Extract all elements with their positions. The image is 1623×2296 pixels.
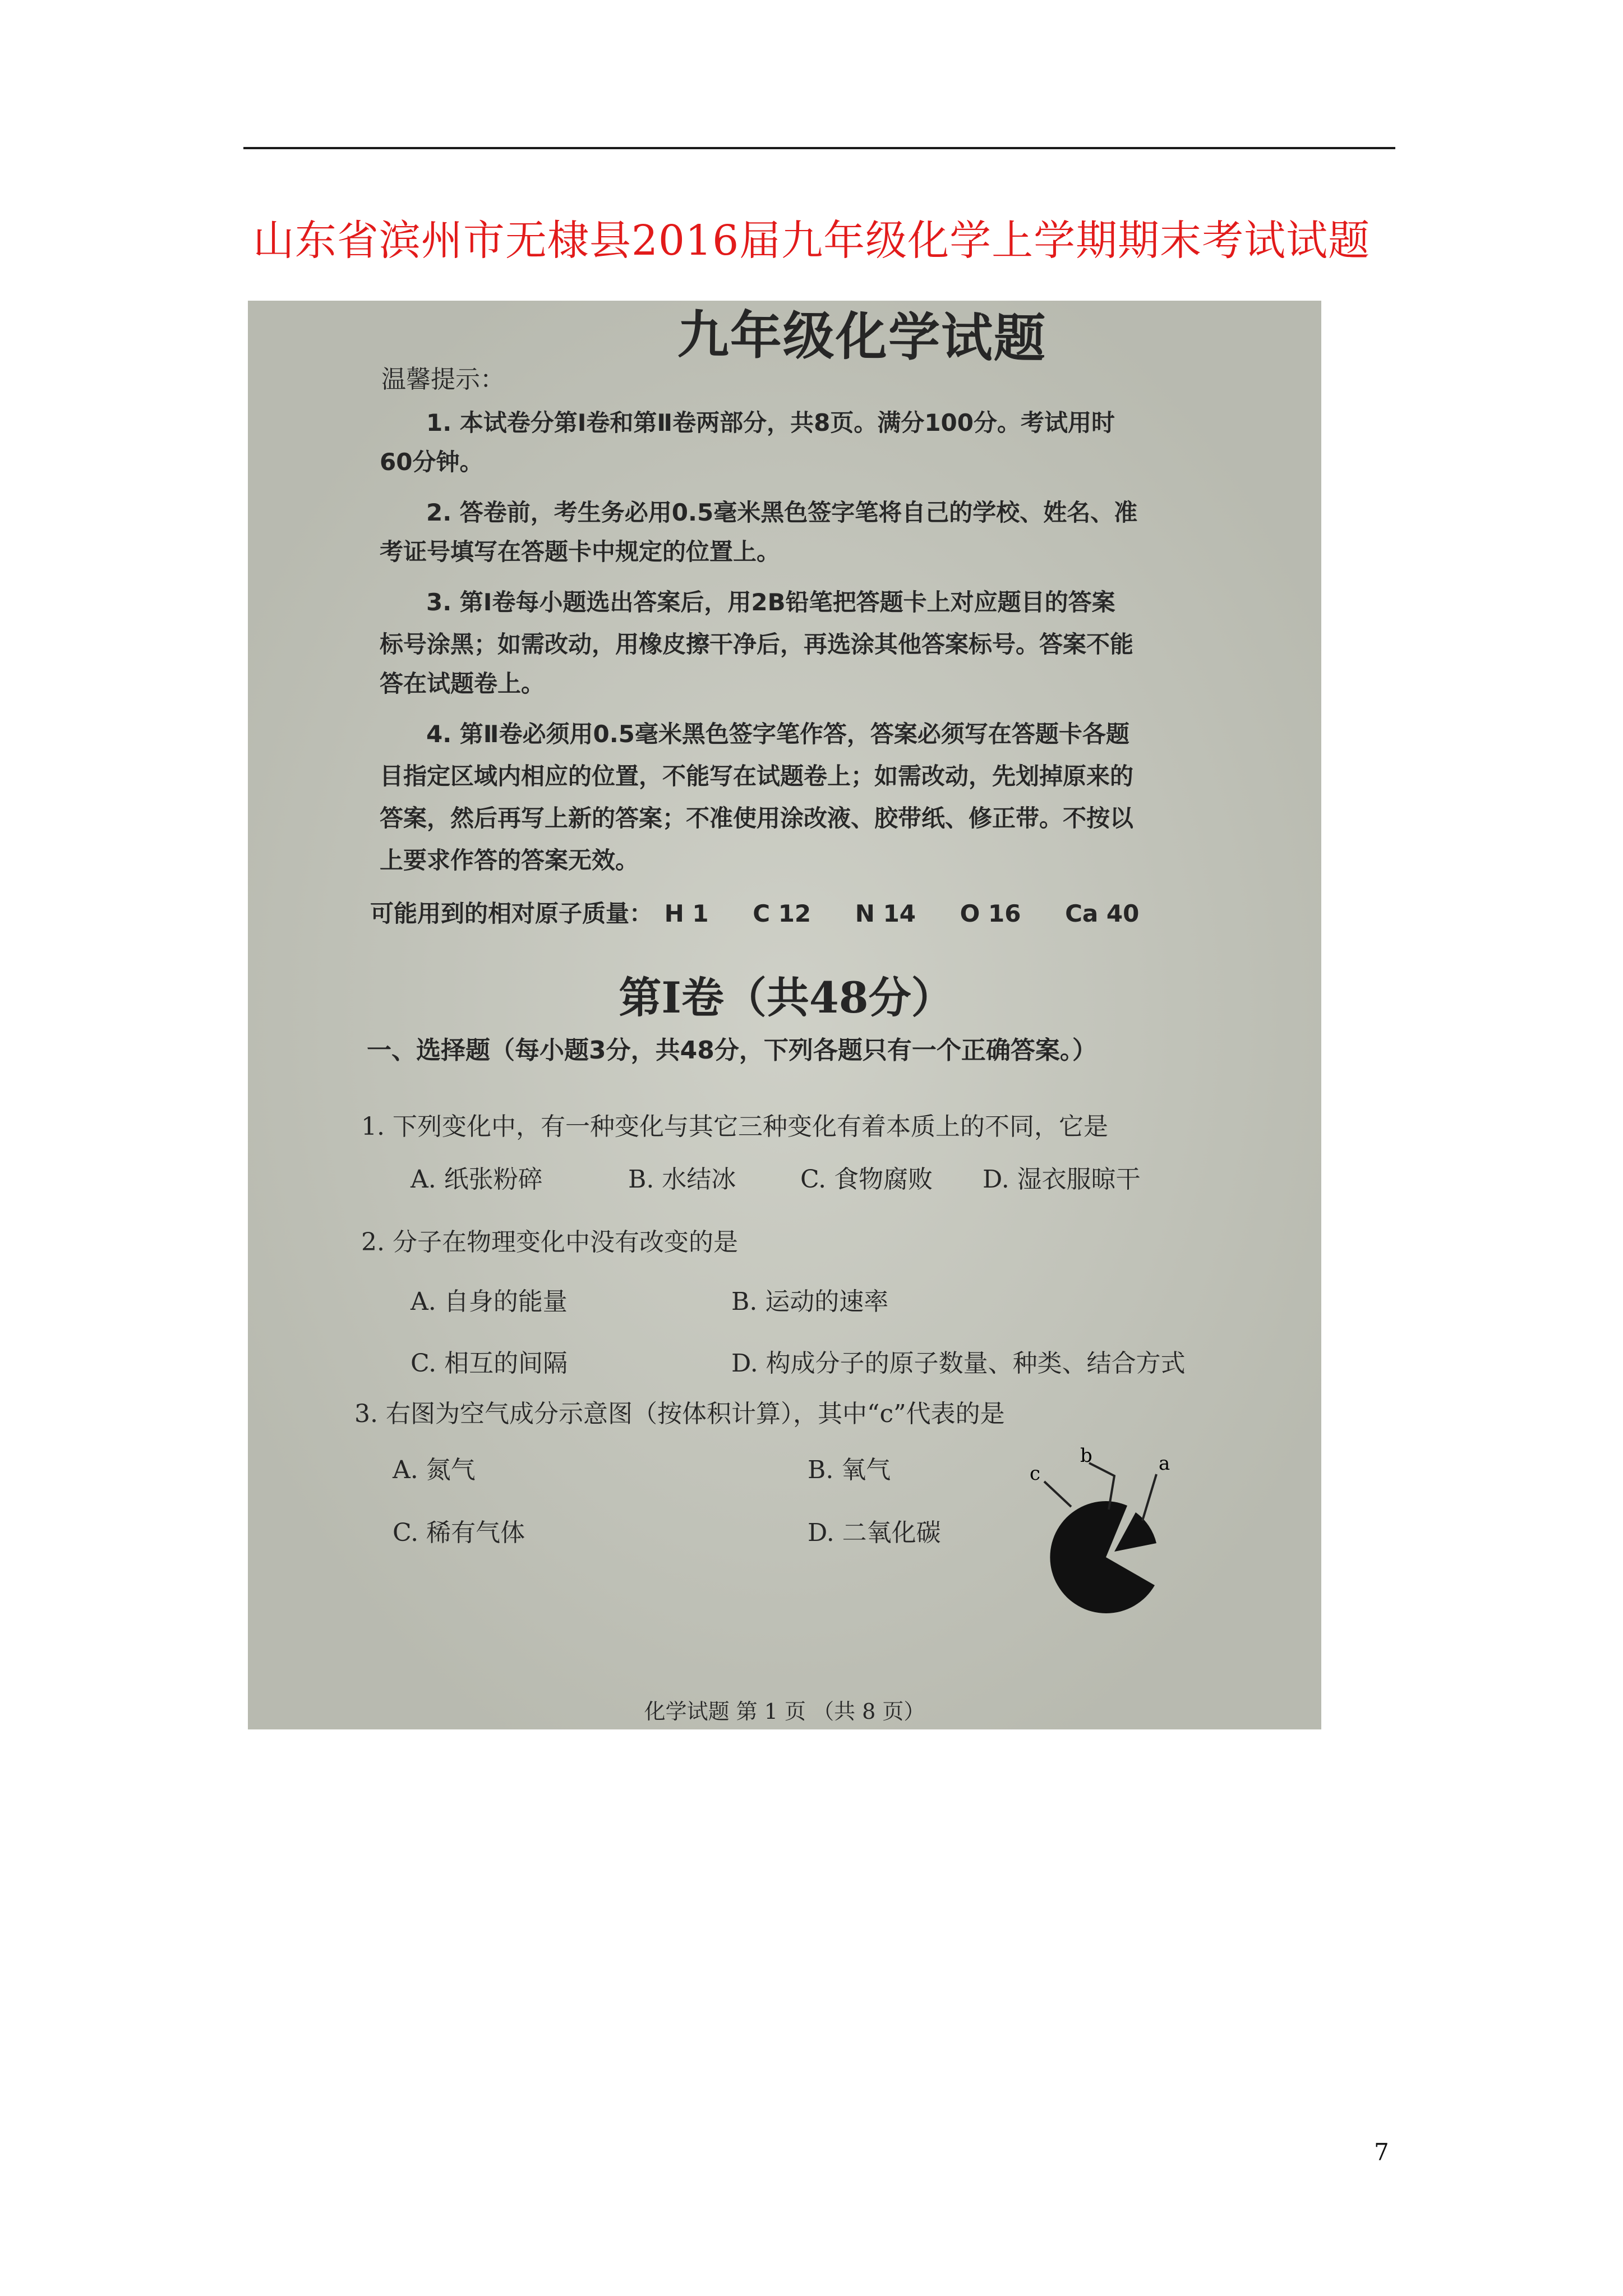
tip-3-line-1: 3. 第Ⅰ卷每小题选出答案后，用2B铅笔把答题卡上对应题目的答案 <box>426 588 1115 616</box>
question-3-option-c: C. 稀有气体 <box>393 1519 525 1547</box>
tip-1-line-2: 60分钟。 <box>380 448 483 476</box>
question-1-option-b: B. 水结冰 <box>628 1165 736 1194</box>
pie-label-c: c <box>1030 1462 1041 1485</box>
tip-4-line-2: 目指定区域内相应的位置，不能写在试题卷上；如需改动，先划掉原来的 <box>380 762 1134 790</box>
part-1-title: 第Ⅰ卷（共48分） <box>619 973 954 1023</box>
question-3-option-b: B. 氧气 <box>808 1456 891 1484</box>
tip-3-line-3: 答在试题卷上。 <box>380 670 545 697</box>
question-2-option-c: C. 相互的间隔 <box>411 1349 568 1378</box>
top-rule <box>243 147 1395 149</box>
question-1-stem: 1. 下列变化中，有一种变化与其它三种变化有着本质上的不同，它是 <box>361 1112 1108 1141</box>
question-3-option-a: A. 氮气 <box>393 1456 476 1484</box>
pie-label-b: b <box>1080 1445 1092 1467</box>
exam-photo <box>248 301 1321 1729</box>
tip-2-line-1: 2. 答卷前，考生务必用0.5毫米黑色签字笔将自己的学校、姓名、准 <box>426 499 1138 526</box>
pie-leader-c <box>1044 1481 1071 1507</box>
pie-leader-a <box>1142 1474 1156 1521</box>
atomic-mass-h: H 1 <box>664 900 709 927</box>
atomic-masses <box>370 895 1175 929</box>
question-3-stem: 3. 右图为空气成分示意图（按体积计算），其中“c”代表的是 <box>354 1400 1005 1428</box>
page-number: 7 <box>1374 2138 1389 2166</box>
tip-4-line-1: 4. 第Ⅱ卷必须用0.5毫米黑色签字笔作答，答案必须写在答题卡各题 <box>426 720 1129 748</box>
tip-3-line-2: 标号涂黑；如需改动，用橡皮擦干净后，再选涂其他答案标号。答案不能 <box>380 631 1134 658</box>
tip-4-line-3: 答案，然后再写上新的答案；不准使用涂改液、胶带纸、修正带。不按以 <box>380 804 1134 832</box>
tips-heading: 温馨提示： <box>381 365 505 394</box>
question-2-stem: 2. 分子在物理变化中没有改变的是 <box>361 1228 738 1257</box>
atomic-mass-ca: Ca 40 <box>1065 900 1140 927</box>
atomic-mass-c: C 12 <box>753 900 811 927</box>
question-3-option-d: D. 二氧化碳 <box>808 1519 941 1547</box>
atomic-mass-o: O 16 <box>960 900 1021 927</box>
tip-1-line-1: 1. 本试卷分第Ⅰ卷和第Ⅱ卷两部分，共8页。满分100分。考试用时 <box>426 409 1115 436</box>
atomic-masses-label: 可能用到的相对原子质量： <box>370 900 653 927</box>
air-composition-pie <box>1022 1445 1190 1625</box>
question-2-option-a: A. 自身的能量 <box>411 1287 568 1316</box>
pie-label-a: a <box>1159 1452 1170 1475</box>
document-title: 山东省滨州市无棣县2016届九年级化学上学期期末考试试题 <box>252 217 1371 265</box>
atomic-mass-n: N 14 <box>855 900 916 927</box>
exam-heading: 九年级化学试题 <box>677 305 1047 369</box>
question-1-option-c: C. 食物腐败 <box>800 1165 933 1194</box>
question-1-option-a: A. 纸张粉碎 <box>411 1165 543 1194</box>
exam-page-footer: 化学试题 第 1 页 （共 8 页） <box>644 1699 925 1724</box>
tip-2-line-2: 考证号填写在答题卡中规定的位置上。 <box>380 538 781 565</box>
question-2-option-b: B. 运动的速率 <box>731 1287 889 1316</box>
question-1-option-d: D. 湿衣服晾干 <box>983 1165 1141 1194</box>
question-2-option-d: D. 构成分子的原子数量、种类、结合方式 <box>731 1349 1186 1378</box>
tip-4-line-4: 上要求作答的答案无效。 <box>380 846 639 874</box>
section-1-heading: 一、选择题（每小题3分，共48分，下列各题只有一个正确答案。） <box>367 1036 1097 1065</box>
